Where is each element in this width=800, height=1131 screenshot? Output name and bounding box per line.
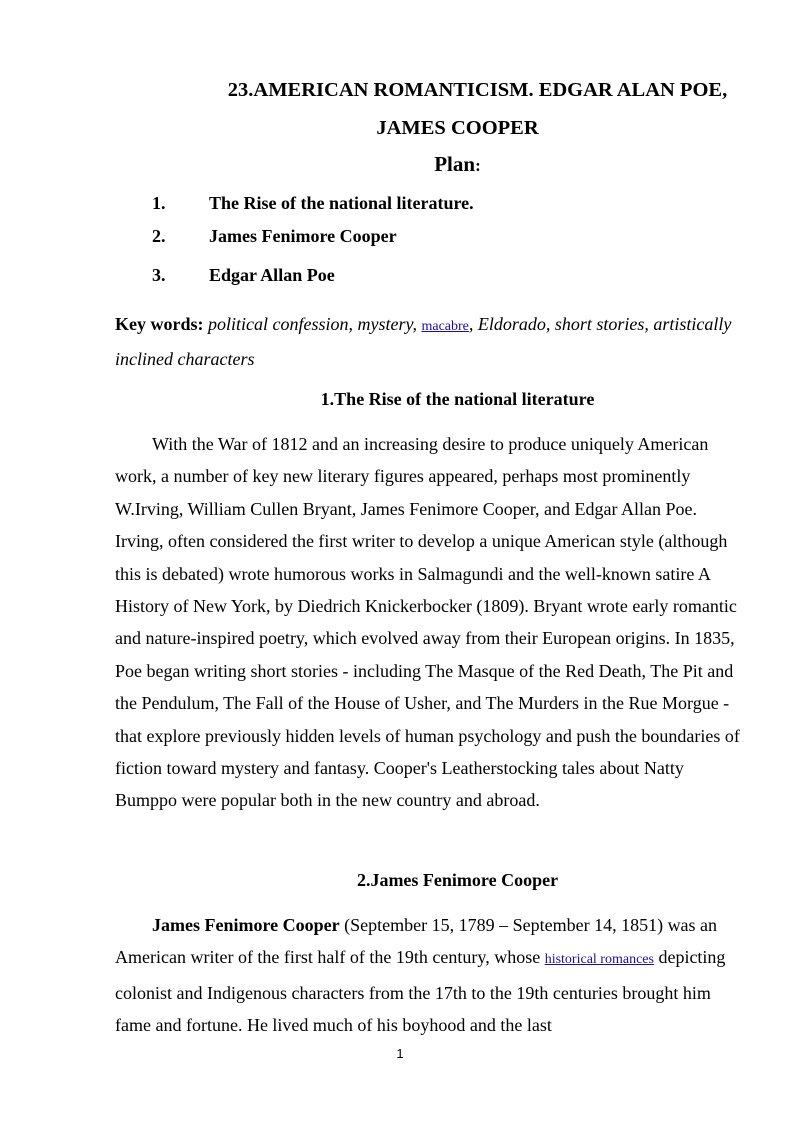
page-number: 1	[396, 1046, 404, 1061]
key-words-text-end: , Eldorado, short stories, artistically inclined characters	[115, 314, 732, 369]
macabre-link[interactable]: macabre	[421, 319, 469, 334]
cooper-name: James Fenimore Cooper	[152, 915, 340, 935]
cooper-intro-text: (September 15, 1789 – September 14, 1851) was an American writer of the first half of the 19th century, whose	[115, 915, 718, 968]
plan-heading-text: Plan	[434, 152, 476, 176]
plan-heading	[115, 152, 800, 178]
plan-item-number: 3.	[152, 265, 166, 285]
plan-item	[152, 264, 335, 286]
section-1-heading: 1.The Rise of the national literature	[320, 389, 595, 409]
plan-item-number: 2.	[152, 226, 166, 246]
plan-item	[152, 225, 397, 247]
key-words-label: Key words:	[115, 314, 204, 334]
section-1-paragraph: With the War of 1812 and an increasing desire to produce uniquely American work, a number of key new literary figures appeared, perhaps most prominently W.Irving, William Cullen Bryant, James Fenimore Cooper, and Edgar Allan Poe. Irving, often considered the first writer to develop a unique American style (although this is debated) wrote humorous works in Salmagundi and the well-known satire A History of New York, by Diedrich Knickerbocker (1809). Bryant wrote early romantic and nature-inspired poetry, which evolved away from their European origins. In 1835, Poe began writing short stories - including The Masque of the Red Death, The Pit and the Pendulum, The Fall of the House of Usher, and The Murders in the Rue Morgue - that explore previously hidden levels of human psychology and push the boundaries of fiction toward mystery and fantasy. Cooper's Leatherstocking tales about Natty Bumppo were popular both in the new country and abroad.	[115, 434, 740, 811]
plan-item	[152, 192, 474, 214]
document-title-line-2: JAMES COOPER	[376, 117, 539, 139]
cooper-text-continued: depicting colonist and Indigenous characters from the 17th to the 19th centuries brought him fame and fortune. He lived much of his boyhood and the last	[115, 947, 726, 1036]
key-words-paragraph	[115, 308, 745, 375]
section-2-paragraph	[115, 909, 741, 1042]
plan-item-text: The Rise of the national literature.	[209, 193, 474, 213]
plan-item-text: Edgar Allan Poe	[209, 265, 335, 285]
document-title-line-1: 23.AMERICAN ROMANTICISM. EDGAR ALAN POE,	[227, 79, 728, 101]
plan-item-number: 1.	[152, 193, 166, 213]
plan-heading-colon: :	[475, 156, 481, 175]
section-2-heading: 2.James Fenimore Cooper	[356, 870, 559, 890]
key-words-text-start: political confession, mystery,	[203, 314, 422, 334]
historical-romances-link[interactable]: historical romances	[544, 952, 654, 968]
plan-item-text: James Fenimore Cooper	[209, 226, 397, 246]
